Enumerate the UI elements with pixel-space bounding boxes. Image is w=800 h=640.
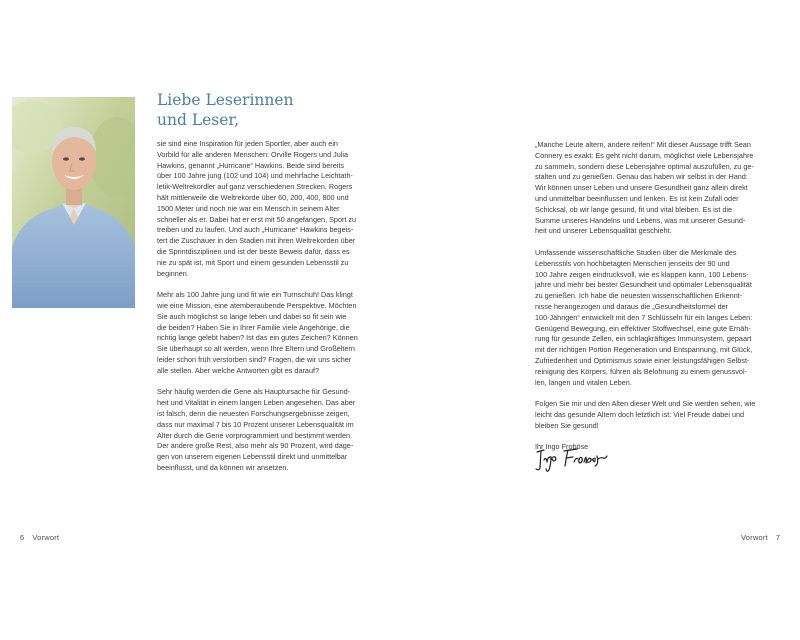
text-line: tert die Zuschauer in den Stadien mit ihren Weltrekorden über <box>157 236 356 246</box>
text-line: letik-Weltrekordler auf ganz verschiedenen Strecken. Rogers <box>157 182 353 192</box>
text-line: und unmittelbar beeinflussen und lenken. Es ist kein Zufall oder <box>535 193 739 203</box>
text-line: heit und Vitalität in einem langen Leben angesehen. Das aber <box>157 398 356 408</box>
text-line: beginnen. <box>157 268 189 278</box>
heading-line-1: Liebe Leserinnen <box>157 91 294 109</box>
text-line: schneller als er. Dabei hat er erst mit 50 angefangen, Sport zu <box>157 214 357 224</box>
text-line: Ihr Ingo Froböse <box>535 442 589 452</box>
paragraph <box>535 140 767 237</box>
text-line: Summe unseres Handelns und Lebens, was mit unserer Gesund- <box>535 215 746 225</box>
text-line: beeinflusst, und da können wir ansetzen. <box>157 462 289 472</box>
text-line: Folgen Sie mir und den Alten dieser Welt und Sie werden sehen, wie <box>535 399 756 409</box>
text-line: len, langen und vitalen Leben. <box>535 377 632 387</box>
text-line: 100-Jährigen“ entwickelt mit den 7 Schlüsseln für ein langes Leben: <box>535 312 753 322</box>
text-line: hält mittlerweile die Weltrekorde über 60, 200, 400, 800 und <box>157 192 349 202</box>
text-line: leicht das gesunde Altern doch letztlich ist: Viel Freude dabei und <box>535 409 745 419</box>
text-line: treiben und zu laufen. Und auch „Hurricane“ Hawkins begeis- <box>157 225 354 235</box>
text-line: Sehr häufig werden die Gene als Hauptursache für Gesund- <box>157 387 351 397</box>
text-line: bleiben Sie gesund! <box>535 420 599 430</box>
paragraph <box>157 387 377 473</box>
author-portrait-photo <box>12 97 135 308</box>
page-heading <box>157 90 357 130</box>
text-line: 1500 Meter und noch nie war ein Mensch in seinem Alter <box>157 203 340 213</box>
heading-line-2: und Leser, <box>157 111 240 129</box>
text-line: zu genießen. Ich habe die neuesten wissenschaftlichen Erkennt- <box>535 291 743 301</box>
handwritten-signature <box>535 444 611 474</box>
text-line: richtig lange gelebt haben? Ist das ein gutes Zeichen? Können <box>157 333 358 343</box>
paragraph <box>157 290 377 376</box>
text-line: jahre und mehr bei bester Gesundheit und optimaler Lebensqualität <box>535 280 752 290</box>
text-line: Vorbild für alle anderen Menschen: Orville Rogers und Julia <box>157 149 349 159</box>
text-line: Hawkins, genannt „Hurricane“ Hawkins. Beide sind bereits <box>157 160 344 170</box>
text-line: Sie überhaupt so alt werden, wenn Ihre Eltern und Großeltern <box>157 344 355 354</box>
text-line: Wir können unser Leben und unsere Gesundheit ganz allein direkt <box>535 183 748 193</box>
text-line: gen von unserem eigenen Lebensstil direkt und unmittelbar <box>157 452 348 462</box>
text-line: „Manche Leute altern, andere reifen!“ Mit dieser Aussage trifft Sean <box>535 140 751 149</box>
text-line: dass nur maximal 7 bis 10 Prozent unserer Lebensqualität im <box>157 419 354 429</box>
text-line: ist falsch, denn die neuesten Forschungsergebnisse zeigen, <box>157 408 350 418</box>
text-line: Schicksal, ob wir lange gesund, fit und vital bleiben. Es ist die <box>535 204 733 214</box>
left-page-footer <box>20 533 59 542</box>
text-line: Sie auch möglichst so lange leben und dabei so fit sein wie <box>157 311 347 321</box>
text-line: sie sind eine Inspiration für jeden Sportler, aber auch ein <box>157 139 338 148</box>
text-line: Zufriedenheit und Optimismus sowie einer leistungsfähigen Selbst- <box>535 355 750 365</box>
text-line: Mehr als 100 Jahre jung und fit wie ein Turnschuh! Das klingt <box>157 290 353 300</box>
text-line: leider schon früh verstorben sind? Fragen, die wir uns sicher <box>157 354 352 364</box>
text-line: die beiden? Haben Sie in Ihrer Familie viele Angehörige, die <box>157 322 350 332</box>
paragraph <box>535 399 767 431</box>
text-line: Genügend Bewegung, ein effektiver Stoffwechsel, eine gute Ernäh- <box>535 323 751 333</box>
page-number: 6 <box>20 533 25 542</box>
text-line: stalten und zu genießen. Genau das haben wir selbst in der Hand: <box>535 172 748 182</box>
page-number: 7 <box>775 533 781 542</box>
text-line: Alter durch die Gene vorprogrammiert und bestimmt werden. <box>157 430 353 440</box>
right-page-footer <box>741 533 780 542</box>
text-line: nie zu spät ist, mit Sport und einem gesunden Lebensstil zu <box>157 257 349 267</box>
text-line: über 100 Jahre jung (102 und 104) und mehrfache Leichtath- <box>157 171 353 181</box>
text-line: nisse herangezogen und daraus die „Gesundheitsformel der <box>535 301 729 311</box>
text-line: mit der richtigen Portion Regeneration und Entspannung, mit Glück, <box>535 345 753 355</box>
text-line: alle stellen. Aber welche Antworten gibt es darauf? <box>157 365 320 375</box>
text-line: rung für gesunde Zellen, ein schlagkräftiges Immunsystem, gepaart <box>535 334 752 344</box>
text-line: reinigung des Körpers, führen als Belohnung zu einem genussvol- <box>535 366 747 376</box>
text-line: Connery es exakt: Es geht nicht darum, möglichst viele Lebensjahre <box>535 150 754 160</box>
right-text-column <box>535 140 767 464</box>
left-text-column <box>157 139 377 485</box>
paragraph <box>157 139 377 279</box>
text-line: zu sammeln, sondern diese Lebensjahre optimal auszufüllen, zu ge- <box>535 161 754 171</box>
text-line: Der andere große Rest, also mehr als 90 Prozent, wird dage- <box>157 441 354 451</box>
section-label: Vorwort <box>741 533 768 542</box>
paragraph <box>535 248 767 388</box>
text-line: die Sprintdisziplinen und ist der beste Beweis dafür, dass es <box>157 246 350 256</box>
text-line: wie eine Mission, eine atemberaubende Perspektive. Möchten <box>157 300 357 310</box>
section-label: Vorwort <box>32 533 60 542</box>
text-line: heit und unserer Lebensqualität geschieht. <box>535 226 672 236</box>
text-line: Lebensstils von hochbetagten Menschen jenseits der 90 und <box>535 258 730 268</box>
text-line: Umfassende wissenschaftliche Studien über die Merkmale des <box>535 247 737 257</box>
text-line: 100 Jahre zeigen eindrucksvoll, wie es klappen kann, 100 Lebens- <box>535 269 749 279</box>
